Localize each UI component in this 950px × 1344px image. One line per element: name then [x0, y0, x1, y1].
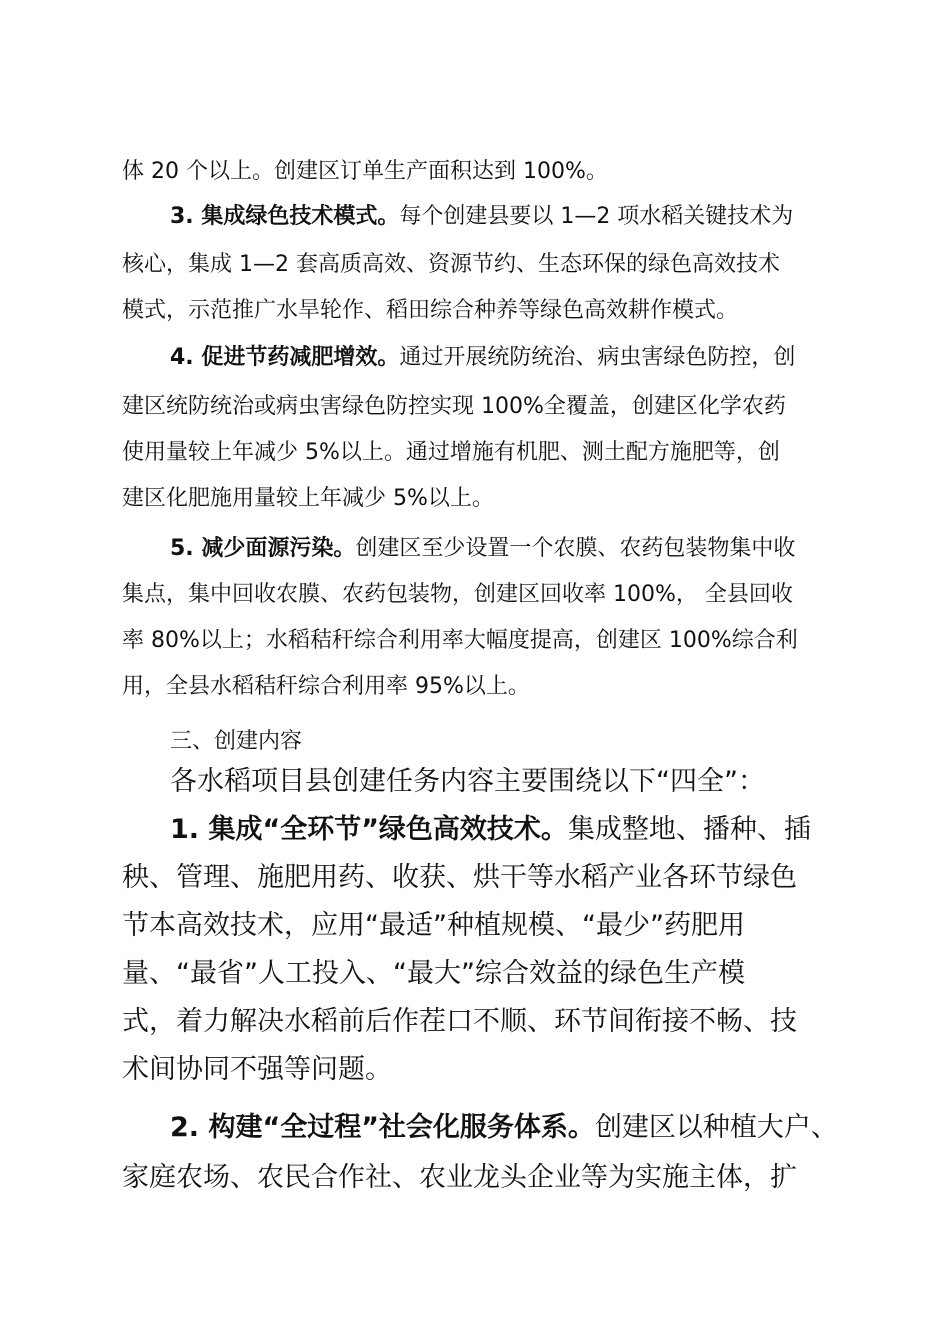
heading-bold: 1. 集成“全环节”绿色高效技术。: [170, 814, 568, 845]
line-text: 建区化肥施用量较上年减少 5%以上。: [122, 486, 494, 511]
section-heading-line: [170, 343, 795, 373]
section-heading-line: [170, 812, 811, 848]
heading-bold: 5. 减少面源污染。: [170, 536, 356, 561]
section-heading-line: [170, 1110, 838, 1146]
line-text: 体 20 个以上。创建区订单生产面积达到 100%。: [122, 159, 608, 184]
line-text: 使用量较上年减少 5%以上。通过增施有机肥、测土配方施肥等，创: [122, 440, 780, 465]
line-text: 用，全县水稻秸秆综合利用率 95%以上。: [122, 674, 530, 699]
paragraph-line: [122, 860, 797, 896]
line-text: 创建区以种植大户、: [594, 1112, 838, 1143]
line-text: 量、“最省”人工投入、“最大”综合效益的绿色生产模: [122, 958, 745, 989]
paragraph-line: [122, 157, 608, 187]
line-text: 核心，集成 1—2 套高质高效、资源节约、生态环保的绿色高效技术: [122, 252, 780, 277]
paragraph-line: [122, 1052, 392, 1088]
line-text: 通过开展统防统治、病虫害绿色防控，创: [399, 345, 796, 370]
line-text: 各水稻项目县创建任务内容主要围绕以下“四全”：: [170, 766, 765, 797]
section-heading-line: [170, 534, 795, 564]
paragraph-line: [122, 484, 494, 514]
line-text: 秧、管理、施肥用药、收获、烘干等水稻产业各环节绿色: [122, 862, 797, 893]
paragraph-line: [122, 1160, 797, 1196]
heading-bold: 4. 促进节药减肥增效。: [170, 345, 400, 370]
paragraph-line: [122, 250, 780, 280]
paragraph-line: [122, 626, 798, 656]
line-text: 三、创建内容: [170, 729, 303, 754]
line-text: 家庭农场、农民合作社、农业龙头企业等为实施主体，扩: [122, 1162, 797, 1193]
paragraph-line: [170, 764, 765, 800]
line-text: 术间协同不强等问题。: [122, 1054, 392, 1085]
chapter-heading: [170, 727, 302, 757]
heading-bold: 2. 构建“全过程”社会化服务体系。: [170, 1112, 595, 1143]
heading-bold: 3. 集成绿色技术模式。: [170, 204, 400, 229]
paragraph-line: [122, 908, 745, 944]
paragraph-line: [122, 392, 786, 422]
line-text: 模式，示范推广水旱轮作、稻田综合种养等绿色高效耕作模式。: [122, 298, 739, 323]
paragraph-line: [122, 296, 738, 326]
line-text: 节本高效技术，应用“最适”种植规模、“最少”药肥用: [122, 910, 745, 941]
line-text: 率 80%以上；水稻秸秆综合利用率大幅度提高，创建区 100%综合利: [122, 628, 798, 653]
paragraph-line: [122, 672, 530, 702]
paragraph-line: [122, 580, 793, 610]
line-text: 创建区至少设置一个农膜、农药包装物集中收: [355, 536, 796, 561]
line-text: 建区统防统治或病虫害绿色防控实现 100%全覆盖，创建区化学农药: [122, 394, 786, 419]
section-heading-line: [170, 202, 793, 232]
line-text: 集成整地、播种、插: [567, 814, 811, 845]
line-text: 式，着力解决水稻前后作茬口不顺、环节间衔接不畅、技: [122, 1006, 797, 1037]
line-text: 每个创建县要以 1—2 项水稻关键技术为: [399, 204, 794, 229]
paragraph-line: [122, 956, 745, 992]
paragraph-line: [122, 1004, 797, 1040]
line-text: 集点，集中回收农膜、农药包装物，创建区回收率 100%， 全县回收: [122, 582, 793, 607]
paragraph-line: [122, 438, 780, 468]
